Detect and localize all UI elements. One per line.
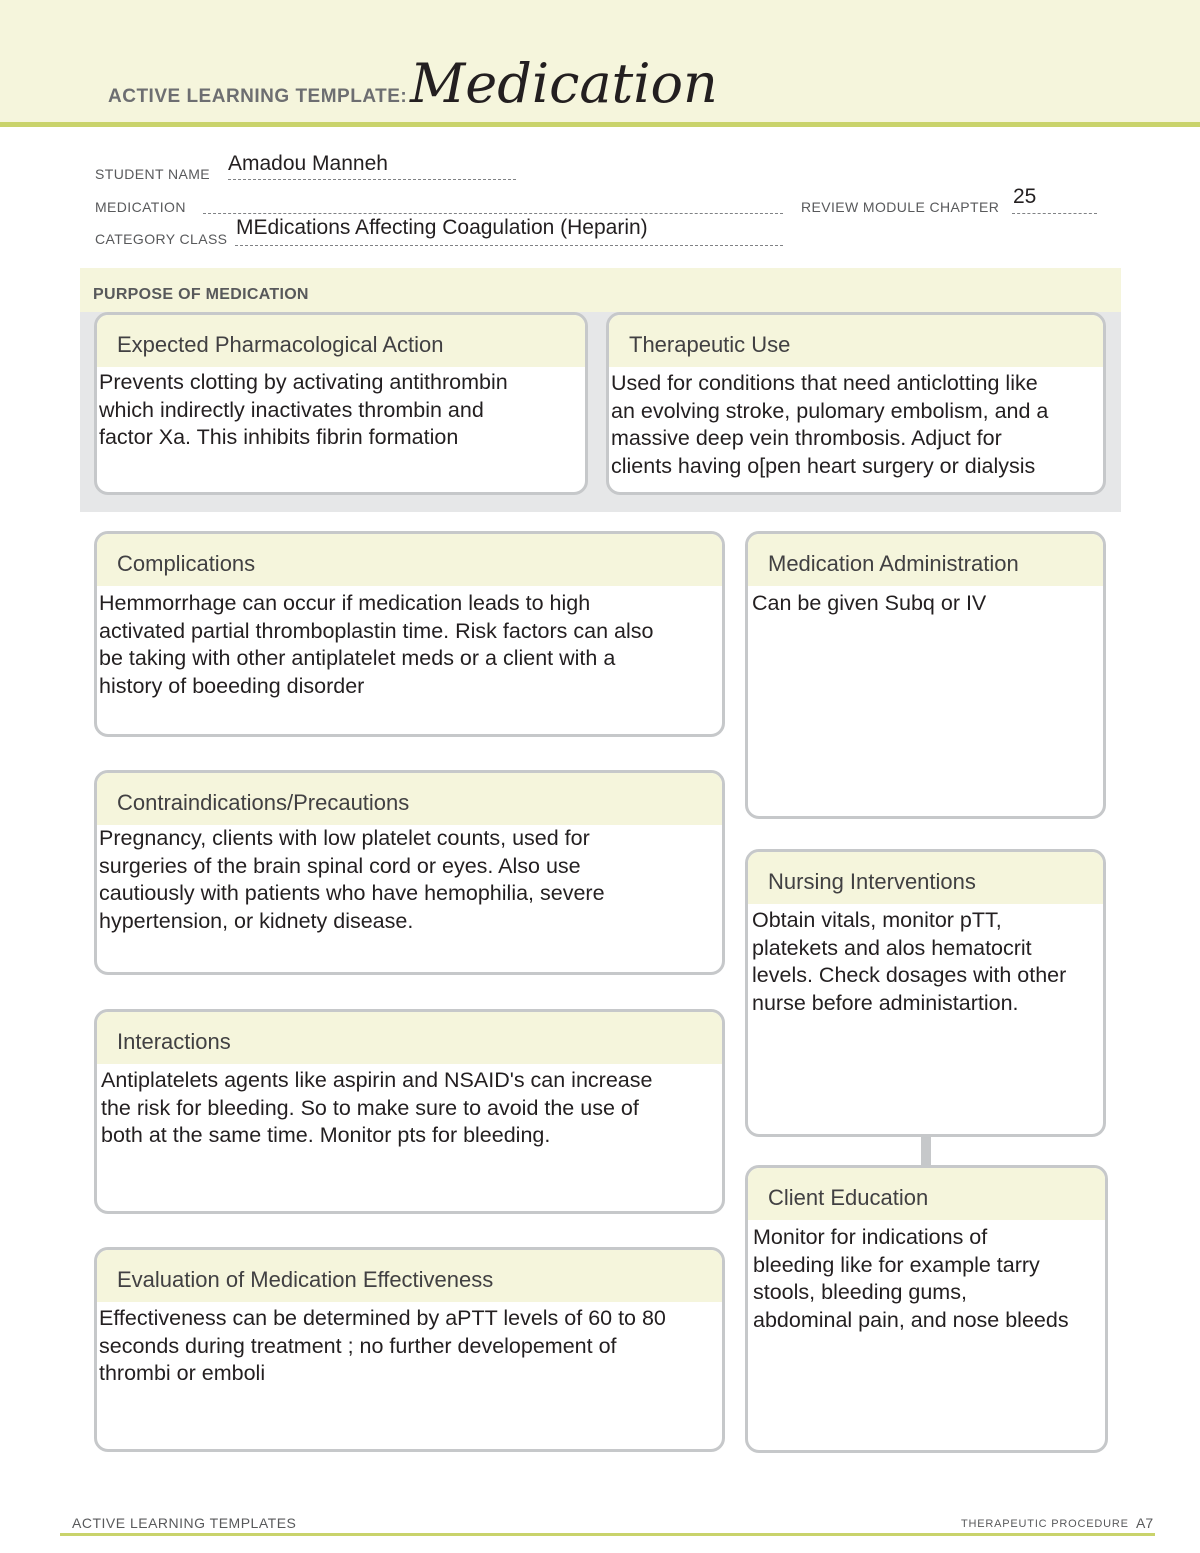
- student-name-line: [228, 179, 516, 180]
- contraindications-text[interactable]: [99, 825, 716, 935]
- text-line: both at the same time. Monitor pts for bleeding.: [101, 1123, 551, 1148]
- footer-left: ACTIVE LEARNING TEMPLATES: [72, 1515, 297, 1531]
- text-line: Prevents clotting by activating antithrombin: [99, 370, 508, 394]
- text-line: Pregnancy, clients with low platelet counts, used for: [99, 826, 590, 850]
- therapeutic-use-title: Therapeutic Use: [629, 332, 791, 357]
- administration-box: [745, 531, 1106, 819]
- medication-label: MEDICATION: [95, 199, 186, 215]
- text-line: be taking with other antiplatelet meds or a client with a: [99, 646, 616, 671]
- text-line: hypertension, or kidnety disease.: [99, 908, 414, 933]
- client-education-title: Client Education: [768, 1185, 929, 1210]
- text-line: the risk for bleeding. So to make sure to avoid the use of: [101, 1095, 639, 1120]
- nursing-interventions-box: [745, 849, 1106, 1137]
- therapeutic-use-text[interactable]: [611, 370, 1097, 480]
- nursing-interventions-text[interactable]: [752, 907, 1097, 1017]
- text-line: which indirectly inactivates thrombin and: [99, 397, 484, 422]
- text-line: platekets and alos hematocrit: [752, 935, 1032, 960]
- text-line: levels. Check dosages with other: [752, 963, 1067, 988]
- evaluation-box: [94, 1247, 725, 1452]
- student-name-label: STUDENT NAME: [95, 166, 210, 182]
- text-line: stools, bleeding gums,: [753, 1280, 967, 1305]
- therapeutic-use-box: [606, 312, 1106, 495]
- text-line: an evolving stroke, pulomary embolism, and a: [611, 398, 1049, 423]
- template-title: Medication: [410, 52, 718, 115]
- text-line: thrombi or emboli: [99, 1361, 266, 1386]
- client-education-text[interactable]: [753, 1224, 1099, 1334]
- student-name-field[interactable]: Amadou Manneh: [228, 152, 388, 175]
- administration-text[interactable]: [752, 590, 1097, 618]
- interactions-title: Interactions: [117, 1029, 231, 1054]
- category-class-field[interactable]: MEdications Affecting Coagulation (Heparin): [236, 216, 648, 239]
- medication-line: [203, 213, 783, 214]
- purpose-label: PURPOSE OF MEDICATION: [93, 286, 309, 303]
- category-class-label: CATEGORY CLASS: [95, 231, 228, 247]
- text-line: Antiplatelets agents like aspirin and NSAID's can increase: [101, 1068, 653, 1092]
- evaluation-text[interactable]: [99, 1305, 716, 1388]
- evaluation-title: Evaluation of Medication Effectiveness: [117, 1267, 494, 1292]
- text-line: cautiously with patients who have hemophilia, severe: [99, 881, 605, 906]
- nursing-interventions-title: Nursing Interventions: [768, 869, 976, 894]
- complications-box: [94, 531, 725, 737]
- expected-action-box: [94, 312, 588, 495]
- category-class-line: [235, 245, 783, 246]
- text-line: Obtain vitals, monitor pTT,: [752, 908, 1002, 932]
- text-line: clients having o[pen heart surgery or dialysis: [611, 453, 1036, 478]
- complications-text[interactable]: [99, 590, 716, 700]
- interactions-text[interactable]: [101, 1067, 716, 1150]
- review-module-field[interactable]: 25: [1013, 185, 1037, 208]
- text-line: Hemmorrhage can occur if medication leads to high: [99, 591, 591, 615]
- template-prefix: ACTIVE LEARNING TEMPLATE:: [108, 86, 408, 107]
- client-education-box: [745, 1165, 1108, 1453]
- interactions-box: [94, 1009, 725, 1214]
- text-line: seconds during treatment ; no further developement of: [99, 1333, 617, 1358]
- text-line: Used for conditions that need anticlotting like: [611, 371, 1038, 395]
- text-line: abdominal pain, and nose bleeds: [753, 1307, 1069, 1332]
- expected-action-text[interactable]: [99, 369, 579, 452]
- text-line: nurse before administartion.: [752, 990, 1019, 1015]
- review-module-line: [1012, 213, 1097, 214]
- footer-rule: [60, 1533, 1155, 1536]
- complications-title: Complications: [117, 551, 256, 576]
- administration-title: Medication Administration: [768, 551, 1019, 576]
- text-line: Can be given Subq or IV: [752, 591, 987, 615]
- review-module-label: REVIEW MODULE CHAPTER: [801, 199, 1000, 215]
- text-line: history of boeeding disorder: [99, 673, 365, 698]
- text-line: factor Xa. This inhibits fibrin formation: [99, 425, 459, 450]
- expected-action-title: Expected Pharmacological Action: [117, 332, 444, 357]
- contraindications-box: [94, 770, 725, 975]
- footer-right: THERAPEUTIC PROCEDURE: [961, 1518, 1129, 1530]
- contraindications-title: Contraindications/Precautions: [117, 790, 410, 815]
- text-line: bleeding like for example tarry: [753, 1252, 1040, 1277]
- text-line: Effectiveness can be determined by aPTT levels of 60 to 80: [99, 1306, 666, 1330]
- text-line: activated partial thromboplastin time. Risk factors can also: [99, 618, 654, 643]
- header-rule: [0, 122, 1200, 127]
- text-line: massive deep vein thrombosis. Adjuct for: [611, 426, 1002, 451]
- box-connector: [921, 1135, 931, 1166]
- page-number: A7: [1136, 1515, 1154, 1531]
- text-line: surgeries of the brain spinal cord or eyes. Also use: [99, 853, 581, 878]
- text-line: Monitor for indications of: [753, 1225, 988, 1249]
